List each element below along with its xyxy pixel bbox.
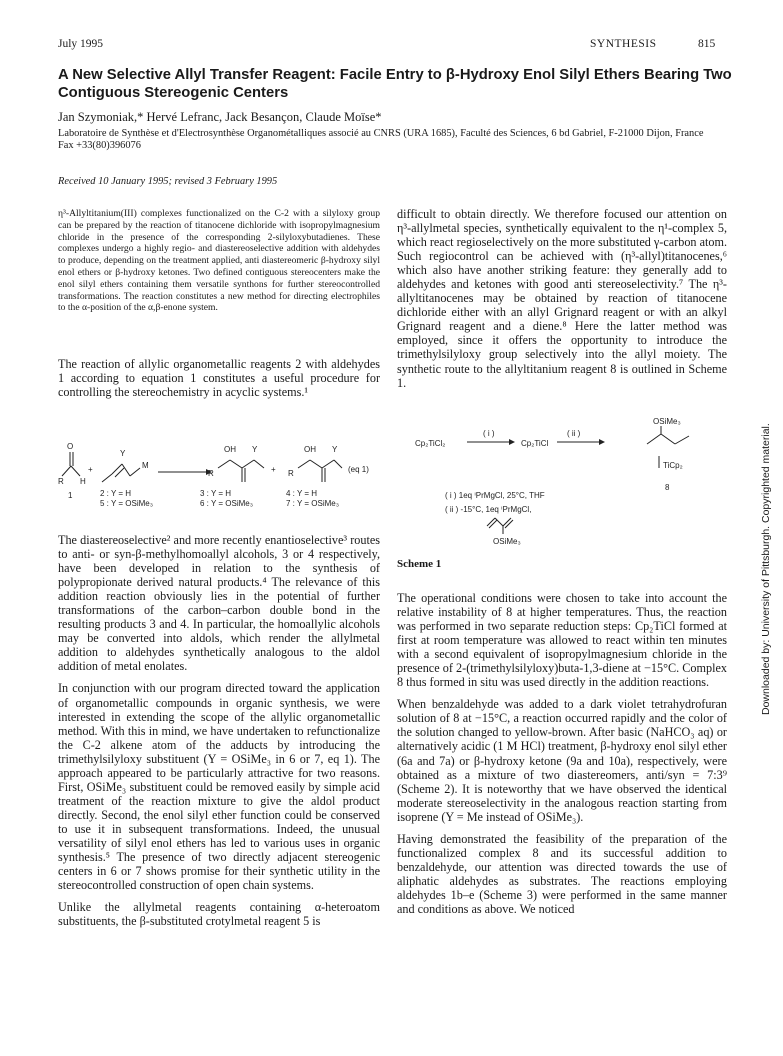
received-line: Received 10 January 1995; revised 3 February 1995	[58, 176, 278, 187]
affiliation-text: Laboratoire de Synthèse et d'Electrosynthèse Organométalliques associé au CNRS (URA 1685), Faculté des Sciences, 6 bd Gabriel, F-21000 Dijon, France	[58, 128, 704, 139]
eq-oh-label-2: OH	[304, 445, 316, 454]
eq-m-label: M	[142, 461, 149, 470]
header-date: July 1995	[58, 38, 104, 50]
left-para-4: Unlike the allylmetal reagents containing α-heteroatom substituents, the β-substituted crotylmetal reagent 5 is	[58, 900, 380, 929]
eq-cmpd-7: 7 : Y = OSiMe₃	[286, 499, 339, 508]
eq-y-label-3: Y	[332, 445, 338, 454]
eq-plus-1: +	[88, 465, 93, 474]
eq-y-label-2: Y	[252, 445, 258, 454]
eq-label: (eq 1)	[348, 465, 369, 474]
authors: Jan Szymoniak,* Hervé Lefranc, Jack Besançon, Claude Moïse*	[58, 110, 382, 124]
scheme-product-num: 8	[665, 483, 670, 492]
scheme-diene-sub: OSiMe₃	[493, 537, 521, 546]
eq-cmpd-5: 5 : Y = OSiMe₃	[100, 499, 153, 508]
left-para-3: In conjunction with our program directed toward the application of organometallic compounds in organic synthesis, we were interested in extending the scope of the allylic organometallic method. With this in mind, we have undertaken to refunctionalize the C-2 alkene atom of the adducts by introducing the trimethylsilyloxy substituent (Y = OSiMe₃ in 6 or 7, eq 1). The approach appeared to be particularly attractive for two reasons. First, OSiMe₃ substituent could be removed easily by simple acid treatment of the reaction mixture to give the aldol product directly. Second, the enol silyl ether function could be conserved to use it in subsequent transformations. Indeed, the unusual versatility of silyl enol ethers has led to various uses in organic synthesis.⁵ The presence of two directly adjacent stereogenic centers in 6 or 7 shows promise for their synthetic utility in the stereocontrolled construction of open chain systems.	[58, 681, 380, 893]
download-note: Downloaded by: University of Pittsburgh. Copyrighted material.	[760, 423, 772, 715]
scheme-intermediate: Cp₂TiCl	[521, 439, 549, 448]
eq-cmpd-1: 1	[68, 491, 73, 500]
eq-o-label: O	[67, 442, 74, 451]
eq-y-label-1: Y	[120, 449, 126, 458]
eq-r-label-2: R	[208, 469, 214, 478]
fax: Fax +33(80)396076	[58, 140, 141, 152]
header-page: 815	[698, 38, 716, 50]
scheme-cond-1: ( i ) 1eq ⁱPrMgCl, 25°C, THF	[445, 491, 545, 500]
right-paragraphs	[397, 591, 727, 916]
scheme-product-sub: OSiMe₃	[653, 418, 681, 426]
left-para-1: The reaction of allylic organometallic reagents 2 with aldehydes 1 according to equation 1 constitutes a useful procedure for controlling the stereochemistry in acyclic systems.¹	[58, 357, 380, 400]
right-para-1: difficult to obtain directly. We therefore focused our attention on η³-allylmetal species, synthetically equivalent to the η¹-complex 5, which react regioselectively on the more substituted γ-carbon atom. Such regiocontrol can be achieved with (η³-allyl)titanocenes,⁶ which also have another striking feature: they generally add to aldehydes and ketones with good anti stereoselectivity.⁷ The η³-allyltitanocenes may be obtained by reaction of titanocene dichloride either with an allyl Grignard reagent or with an alkyl Grignard reagent and a diene.⁸ Here the latter method was employed, since it offers the opportunity to introduce the trimethylsilyloxy group selectively into the allyl moiety. The synthetic route to the allyltitanium reagent 8 is outlined in Scheme 1.	[397, 207, 727, 390]
eq-r-label: R	[58, 477, 64, 486]
right-para-3: When benzaldehyde was added to a dark violet tetrahydrofuran solution of 8 at −15°C, a reaction occurred rapidly and the color of the solution changed to yellow-brown. After basic (NaHCO₃ aq) or alternatively acidic (1 M HCl) treatment, β-hydroxy enol silyl ether (6a and 7a) or β-hydroxy ketone (9a and 10a), respectively, were obtained as a mixture of two diastereomers, anti/syn = 7:3⁹ (Scheme 2). It is noteworthy that we have observed the identical moderate stereoselectivity in the analogous reaction starting from isoprene (Y = Me instead of OSiMe₃).	[397, 697, 727, 824]
scheme-1-label: Scheme 1	[397, 558, 442, 570]
eq-cmpd-2: 2 : Y = H	[100, 489, 132, 498]
scheme-step-1: ( i )	[483, 429, 495, 438]
eq-plus-2: +	[271, 465, 276, 474]
article-title: A New Selective Allyl Transfer Reagent: Facile Entry to β-Hydroxy Enol Silyl Ethers Bearing Two Contiguous Stereogenic Centers	[58, 67, 732, 101]
scheme-reactant: Cp₂TiCl₂	[415, 439, 446, 448]
eq-cmpd-3: 3 : Y = H	[200, 489, 232, 498]
scheme-step-2: ( ii )	[567, 429, 581, 438]
right-para-2: The operational conditions were chosen to take into account the relative instability of 8 at higher temperatures. Thus, the reaction was performed in two separate reduction steps: Cp₂TiCl formed at first at room temperature was allowed to react within ten minutes with a second equivalent of isopropylmagnesium chloride in the presence of 2-(trimethylsilyloxy)buta-1,3-diene at −15°C. Complex 8 thus formed in situ was used directly in the addition reactions.	[397, 591, 727, 690]
affiliation	[58, 128, 748, 153]
header-journal: SYNTHESIS	[590, 38, 657, 50]
eq-h-label: H	[80, 477, 86, 486]
eq-r-label-3: R	[288, 469, 294, 478]
left-para-2: The diastereoselective² and more recently enantioselective³ routes to anti- or syn-β-methylhomoallyl alcohols, 3 or 4 respectively, have been developed in relation to the synthesis of polypropionate derived natural products.⁴ The relevance of this addition reaction obviously lies in the potential of further transformations of the carbon–carbon double bond in the resulting products 3 and 4. In particular, the homoallylic alcohols may be converted into aldols, which render the allylmetal addition to aldehydes synthetically analogous to the aldol addition of metal enolates.	[58, 533, 380, 674]
equation-1-graphic	[58, 438, 388, 518]
eq-oh-label-1: OH	[224, 445, 236, 454]
eq-cmpd-4: 4 : Y = H	[286, 489, 318, 498]
eq-cmpd-6: 6 : Y = OSiMe₃	[200, 499, 253, 508]
right-para-4: Having demonstrated the feasibility of the preparation of the functionalized complex 8 and its successful addition to benzaldehyde, our attention was directed towards the use of aliphatic aldehydes as substrates. The reactions employing aldehydes 1b–e (Scheme 3) were performed in the same manner and conditions as above. We noticed	[397, 831, 727, 916]
scheme-product-metal: TiCp₂	[663, 461, 683, 470]
left-paragraphs	[58, 533, 380, 928]
scheme-cond-2: ( ii ) -15°C, 1eq ⁱPrMgCl,	[445, 505, 532, 514]
scheme-1-graphic	[397, 418, 737, 548]
abstract: η³-Allyltitanium(III) complexes functionalized on the C-2 with a silyloxy group can be prepared by the reaction of titanocene dichloride with isopropylmagnesium chloride in the presence of the corresponding 2-silyloxybutadienes. These complexes undergo a highly regio- and diastereoselective addition with aldehydes to produce, depending on the treatment applied, anti diastereomeric β-hydroxy silyl enol ethers or β-hydroxy ketones. Two defined contiguous stereocenters make the enol silyl ethers containing them versatile synthons for further stereocontrolled transformations. The reaction constitutes a new method for directing electrophiles to the α-position of the α,β-enone system.	[58, 208, 380, 314]
